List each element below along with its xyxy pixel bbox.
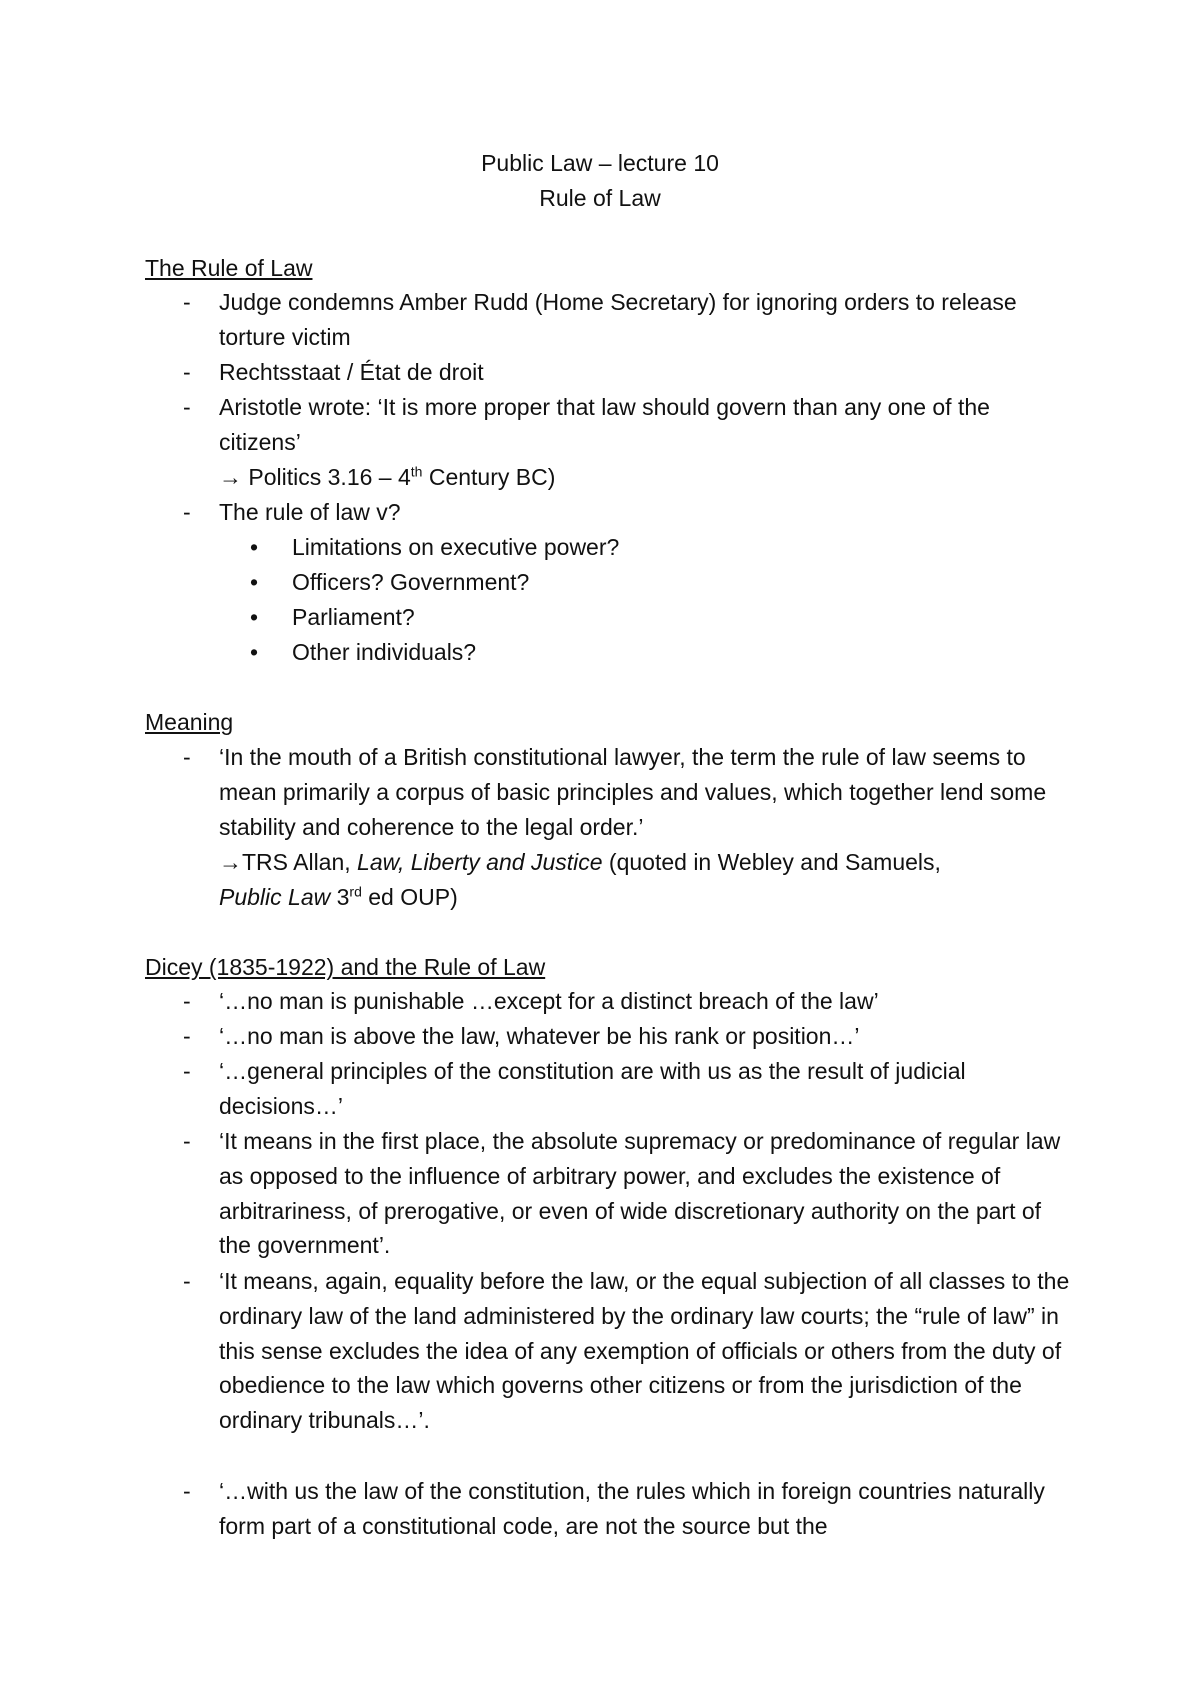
list-item-text: Judge condemns Amber Rudd (Home Secretary) for ignoring orders to release torture victim — [219, 289, 1017, 350]
bullet-item-text: Limitations on executive power? — [292, 534, 620, 560]
dash-marker: - — [183, 289, 191, 315]
list-item-text: Rechtsstaat / État de droit — [219, 359, 484, 385]
bullet-marker: • — [250, 569, 259, 595]
arrow-icon: → — [219, 849, 242, 875]
list-item-text: ‘In the mouth of a British constitutional lawyer, the term the rule of law seems to mean primarily a corpus of basic principles and values, which together lend some stability and coherence to the legal order.’ — [219, 744, 1047, 840]
list-item — [183, 1124, 1073, 1263]
list-item — [183, 1019, 1073, 1054]
dash-marker: - — [183, 394, 191, 420]
list-item-text: ‘It means in the first place, the absolute supremacy or predominance of regular law as opposed to the influence of arbitrary power, and excludes the existence of arbitrariness, of prerogative, or even of wide discretionary authority on the part of the government’. — [219, 1128, 1061, 1259]
bullet-item-text: Other individuals? — [292, 639, 477, 665]
bullet-marker: • — [250, 534, 259, 560]
bullet-item-text: Officers? Government? — [292, 569, 530, 595]
list-item-text: ‘…no man is above the law, whatever be his rank or position…’ — [219, 1023, 860, 1049]
page-title: Public Law – lecture 10 — [481, 150, 719, 176]
list-item — [183, 984, 1073, 1019]
dash-marker: - — [183, 1058, 191, 1084]
section-heading-rule-of-law: The Rule of Law — [145, 255, 313, 281]
list-item — [183, 740, 1073, 844]
list-item-text: ‘…general principles of the constitution are with us as the result of judicial decisions…’ — [219, 1058, 966, 1119]
dash-marker: - — [183, 1478, 191, 1504]
page-subtitle: Rule of Law — [539, 185, 661, 211]
list-item — [183, 285, 1073, 355]
bullet-marker: • — [250, 604, 259, 630]
section-heading-meaning: Meaning — [145, 709, 234, 735]
list-item — [183, 355, 1073, 390]
bullet-marker: • — [250, 639, 259, 665]
list-item — [183, 1264, 1073, 1438]
list-item — [183, 390, 1073, 460]
dash-marker: - — [183, 1023, 191, 1049]
bullet-item — [250, 600, 415, 635]
bullet-item — [250, 635, 476, 670]
dash-marker: - — [183, 744, 191, 770]
list-item-text: ‘…no man is punishable …except for a distinct breach of the law’ — [219, 988, 879, 1014]
arrow-icon: → — [219, 464, 242, 490]
dash-marker: - — [183, 1128, 191, 1154]
list-item — [183, 1474, 1073, 1544]
list-item-text: The rule of law v? — [219, 499, 401, 525]
aristotle-reference: → Politics 3.16 – 4th Century BC) — [219, 463, 556, 490]
dash-marker: - — [183, 359, 191, 385]
allan-reference: →TRS Allan, Law, Liberty and Justice (quoted in Webley and Samuels, Public Law 3rd ed OUP) — [219, 849, 941, 910]
list-item-text: Aristotle wrote: ‘It is more proper that law should govern than any one of the citizens’ — [219, 394, 990, 455]
list-item — [183, 1054, 1073, 1124]
list-item — [183, 495, 1073, 530]
bullet-item — [250, 565, 529, 600]
list-item-text: ‘…with us the law of the constitution, the rules which in foreign countries naturally form part of a constitutional code, are not the source but the — [219, 1478, 1045, 1539]
bullet-item-text: Parliament? — [292, 604, 415, 630]
dash-marker: - — [183, 1268, 191, 1294]
list-item-text: ‘It means, again, equality before the law, or the equal subjection of all classes to the ordinary law of the land administered by the ordinary law courts; the “rule of law” in this sense excludes the idea of any exemption of officials or others from the duty of obedience to the law which governs other citizens or from the jurisdiction of the ordinary tribunals…’. — [219, 1268, 1070, 1434]
bullet-item — [250, 530, 619, 565]
dash-marker: - — [183, 988, 191, 1014]
section-heading-dicey: Dicey (1835-1922) and the Rule of Law — [145, 954, 546, 980]
dash-marker: - — [183, 499, 191, 525]
